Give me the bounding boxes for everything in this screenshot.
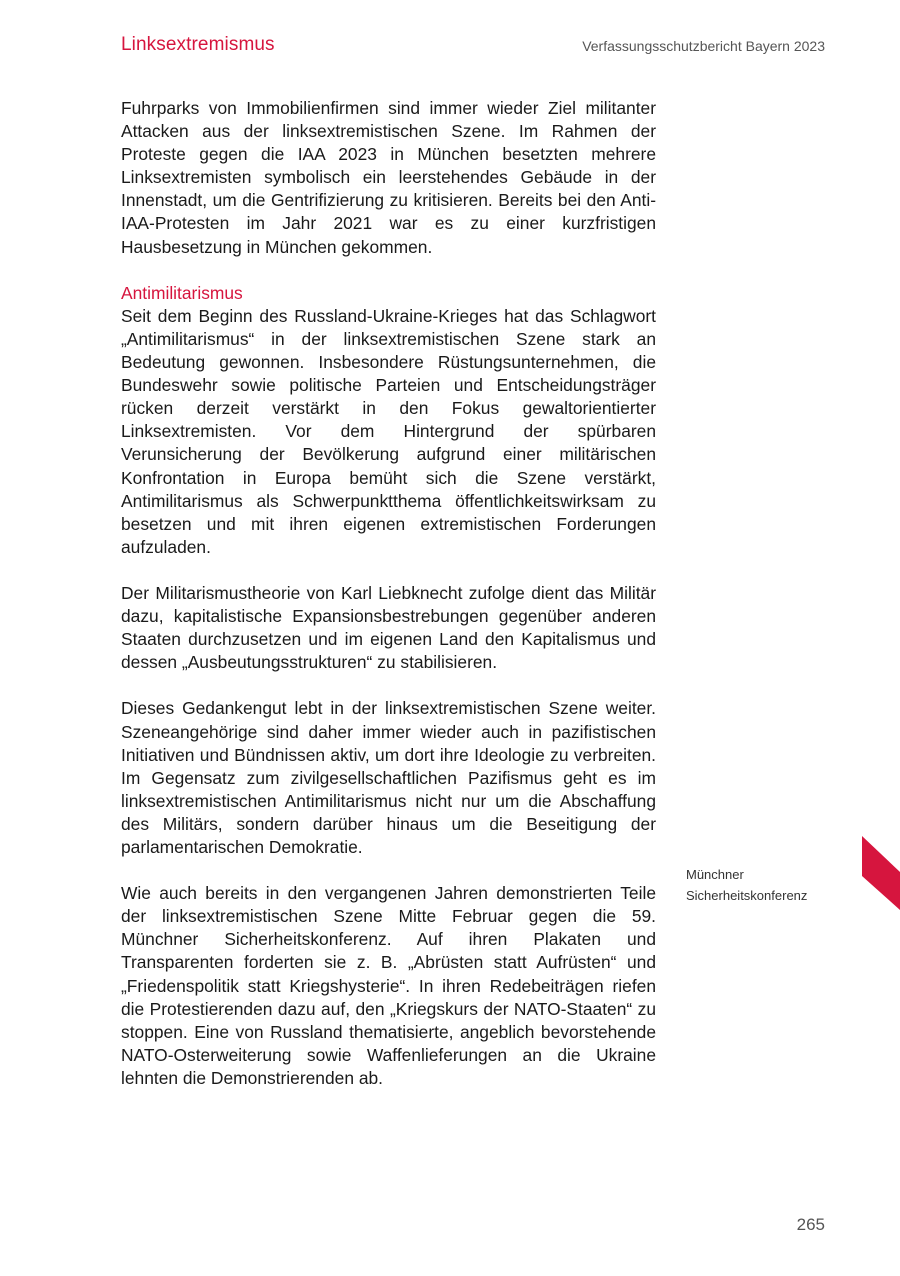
margin-note-line-1: Münchner xyxy=(686,867,744,882)
chapter-tab-marker xyxy=(862,836,900,910)
margin-note xyxy=(686,864,846,906)
chapter-title: Linksextremismus xyxy=(121,34,275,55)
paragraph-sicherheitskonferenz: Wie auch bereits in den vergangenen Jahren demonstrierten Teile der linksextremistischen Szene Mitte Februar gegen die 59. Münchner Sicherheitskonferenz. Auf ihren Plakaten und Transparenten forderten sie z. B. „Abrüsten statt Aufrüsten“ und „Friedenspolitik statt Kriegshysterie“. In ihren Redebeiträgen riefen die Protestierenden dazu auf, den „Kriegskurs der NATO-Staaten“ zu stoppen. Eine von Russland thematisierte, angeblich bevorstehende NATO-Osterweiterung sowie Waffenlieferungen an die Ukraine lehnten die Demonstrierenden ab. xyxy=(121,883,656,1088)
margin-note-line-2: Sicherheitskonferenz xyxy=(686,888,808,903)
section-heading-antimilitarismus: Antimilitarismus xyxy=(121,282,243,303)
main-text-column xyxy=(121,97,656,1113)
report-title: Verfassungsschutzbericht Bayern 2023 xyxy=(582,38,825,54)
paragraph-antimilitarismus-2: Der Militarismustheorie von Karl Liebknecht zufolge dient das Militär dazu, kapitalistische Expansionsbestrebungen gegenüber anderen Staaten durchzusetzen und im eigenen Land den Kapitalismus und dessen „Ausbeutungsstrukturen“ zu stabilisieren. xyxy=(121,582,656,673)
paragraph-antimilitarismus-1: Seit dem Beginn des Russland-Ukraine-Krieges hat das Schlagwort „Antimilitarismus“ in der linksextremistischen Szene stark an Bedeutung gewonnen. Insbesondere Rüstungsunternehmen, die Bundeswehr sowie politische Parteien und Entscheidungsträger rücken derzeit verstärkt in den Fokus gewaltorientierter Linksextremisten. Vor dem Hintergrund der spürbaren Verunsicherung der Bevölkerung aufgrund einer militärischen Konfrontation in Europa bemüht sich die Szene verstärkt, Antimilitarismus als Schwerpunktthema öffentlichkeitswirksam zu besetzen und mit ihren eigenen extremistischen Forderungen aufzuladen. xyxy=(121,305,656,557)
paragraph-antimilitarismus-3: Dieses Gedankengut lebt in der linksextremistischen Szene weiter. Szeneangehörige sind daher immer wieder auch in pazifistischen Initiativen und Bündnissen aktiv, um dort ihre Ideologie zu verbreiten. Im Gegensatz zum zivilgesellschaftlichen Pazifismus geht es im linksextremistischen Antimilitarismus nicht nur um die Abschaffung des Militärs, sondern darüber hinaus um die Beseitigung der parlamentarischen Demokratie. xyxy=(121,698,656,857)
paragraph-intro: Fuhrparks von Immobilienfirmen sind immer wieder Ziel militanter Attacken aus der linksextremistischen Szene. Im Rahmen der Proteste gegen die IAA 2023 in München besetzten mehrere Linksextremisten symbolisch ein leerstehendes Gebäude in der Innenstadt, um die Gentrifizierung zu kritisieren. Bereits bei den Anti-IAA-Protesten im Jahr 2021 war es zu einer kurzfristigen Hausbesetzung in München gekommen. xyxy=(121,98,656,257)
page-number: 265 xyxy=(796,1215,825,1234)
